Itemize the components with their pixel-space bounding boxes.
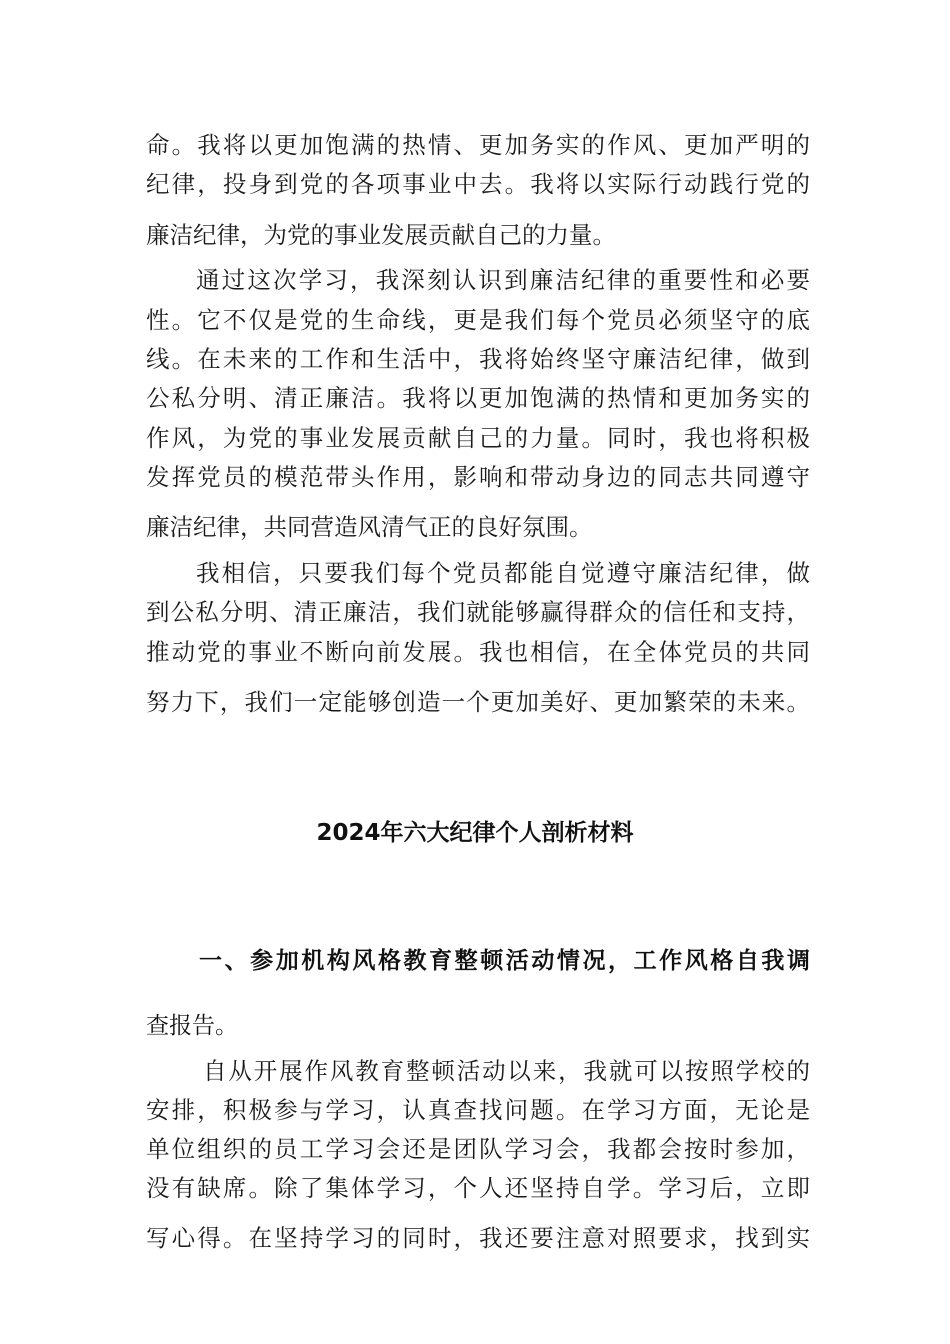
paragraph-line: 通过这次学习，我深刻认识到廉洁纪律的重要性和必要	[196, 266, 810, 294]
paragraph-line: 没有缺席。除了集体学习，个人还坚持自学。学习后，立即	[146, 1174, 810, 1202]
paragraph-line: 单位组织的员工学习会还是团队学习会，我都会按时参加，	[146, 1135, 810, 1163]
paragraph-line: 我相信，只要我们每个党员都能自觉遵守廉洁纪律，做	[196, 559, 810, 587]
paragraph-line: 命。我将以更加饱满的热情、更加务实的作风、更加严明的	[146, 131, 810, 159]
paragraph-line: 纪律，投身到党的各项事业中去。我将以实际行动践行党的	[146, 170, 810, 198]
paragraph-line: 线。在未来的工作和生活中，我将始终坚守廉洁纪律，做到	[146, 345, 810, 373]
paragraph-line: 写心得。在坚持学习的同时，我还要注意对照要求，找到实	[146, 1224, 810, 1252]
document-title: 2024年六大纪律个人剖析材料	[316, 820, 634, 846]
paragraph-line: 性。它不仅是党的生命线，更是我们每个党员必须坚守的底	[146, 306, 810, 334]
paragraph-line: 发挥党员的模范带头作用，影响和带动身边的同志共同遵守	[146, 463, 810, 491]
paragraph-line: 自从开展作风教育整顿活动以来，我就可以按照学校的	[203, 1057, 810, 1085]
section-heading-continuation: 查报告。	[146, 1013, 238, 1039]
paragraph-line: 到公私分明、清正廉洁，我们就能够赢得群众的信任和支持，	[146, 598, 810, 626]
paragraph-line: 廉洁纪律，为党的事业发展贡献自己的力量。	[146, 221, 616, 249]
paragraph-line: 廉洁纪律，共同营造风清气正的良好氛围。	[146, 513, 593, 541]
section-heading: 一、参加机构风格教育整顿活动情况，工作风格自我调	[199, 948, 810, 974]
paragraph-line: 公私分明、清正廉洁。我将以更加饱满的热情和更加务实的	[146, 384, 810, 412]
paragraph-line: 安排，积极参与学习，认真查找问题。在学习方面，无论是	[146, 1096, 810, 1124]
paragraph-line: 努力下，我们一定能够创造一个更加美好、更加繁荣的未来。	[146, 688, 810, 716]
paragraph-line: 作风，为党的事业发展贡献自己的力量。同时，我也将积极	[146, 424, 810, 452]
paragraph-line: 推动党的事业不断向前发展。我也相信，在全体党员的共同	[146, 638, 810, 666]
